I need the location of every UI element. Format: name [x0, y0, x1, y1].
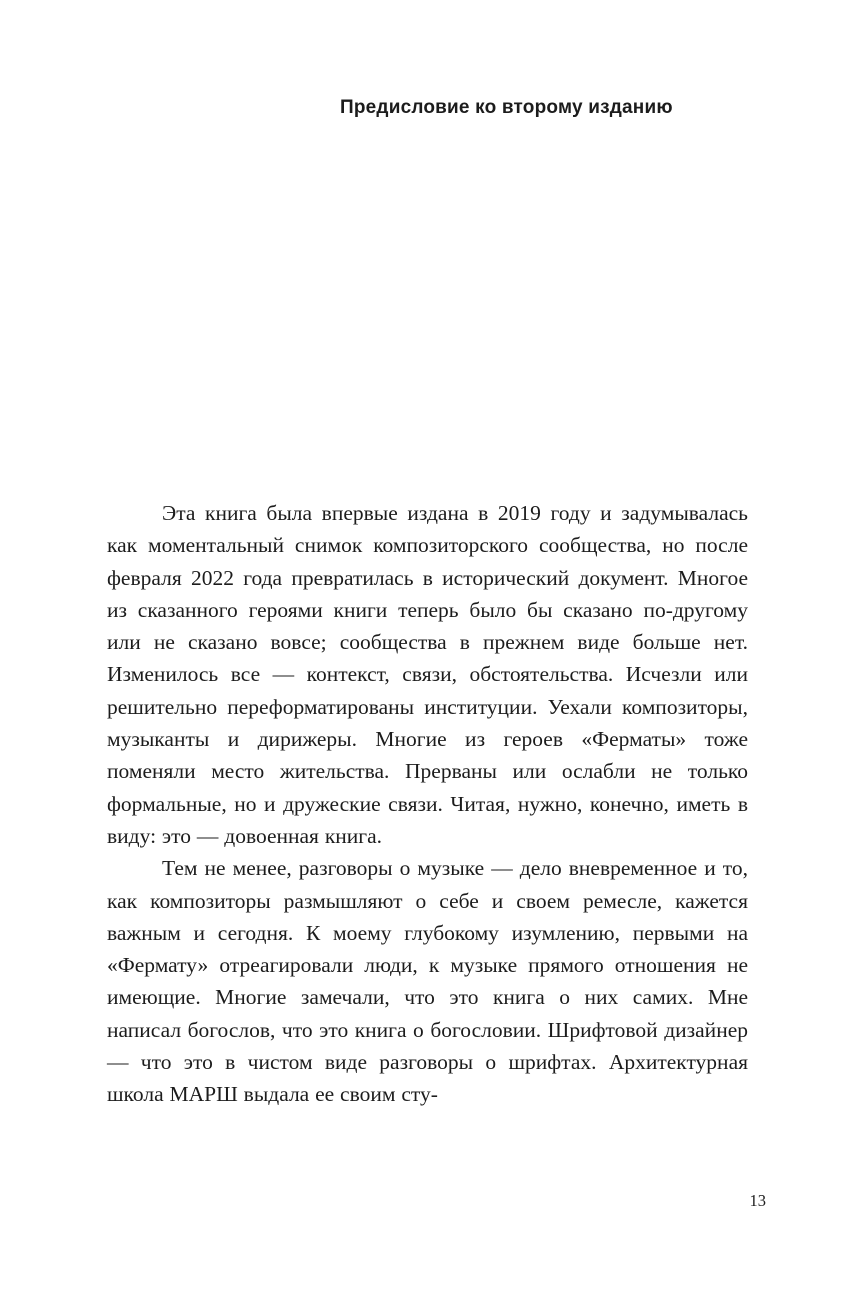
page-number: 13 [749, 1191, 766, 1210]
paragraph: Эта книга была впервые издана в 2019 году и задумывалась как моментальный снимок композиторского сообщества, но после февраля 2022 года превратилась в исторический документ. Многое из сказанного героями книги теперь было бы сказано по-другому или не сказано вовсе; сообщества в прежнем виде больше нет. Изменилось все — контекст, связи, обстоятельства. Исчезли или решительно переформатированы институции. Уехали композиторы, музыканты и дирижеры. Многие из героев «Ферматы» тоже поменяли место жительства. Прерваны или ослабли не только формальные, но и дружеские связи. Читая, нужно, конечно, иметь в виду: это — довоенная книга. [107, 501, 748, 848]
body-text [107, 497, 748, 1111]
paragraph: Тем не менее, разговоры о музыке — дело вневременное и то, как композиторы размышляют о себе и своем ремесле, кажется важным и сегодня. К моему глубокому изумлению, первыми на «Фермату» отреагировали люди, к музыке прямого отношения не имеющие. Многие замечали, что это книга о них самих. Мне написал богослов, что это книга о богословии. Шрифтовой дизайнер — что это в чистом виде разговоры о шрифтах. Архитектурная школа МАРШ выдала ее своим сту- [107, 856, 748, 1107]
preface-heading: Предисловие ко второму изданию [340, 97, 673, 118]
